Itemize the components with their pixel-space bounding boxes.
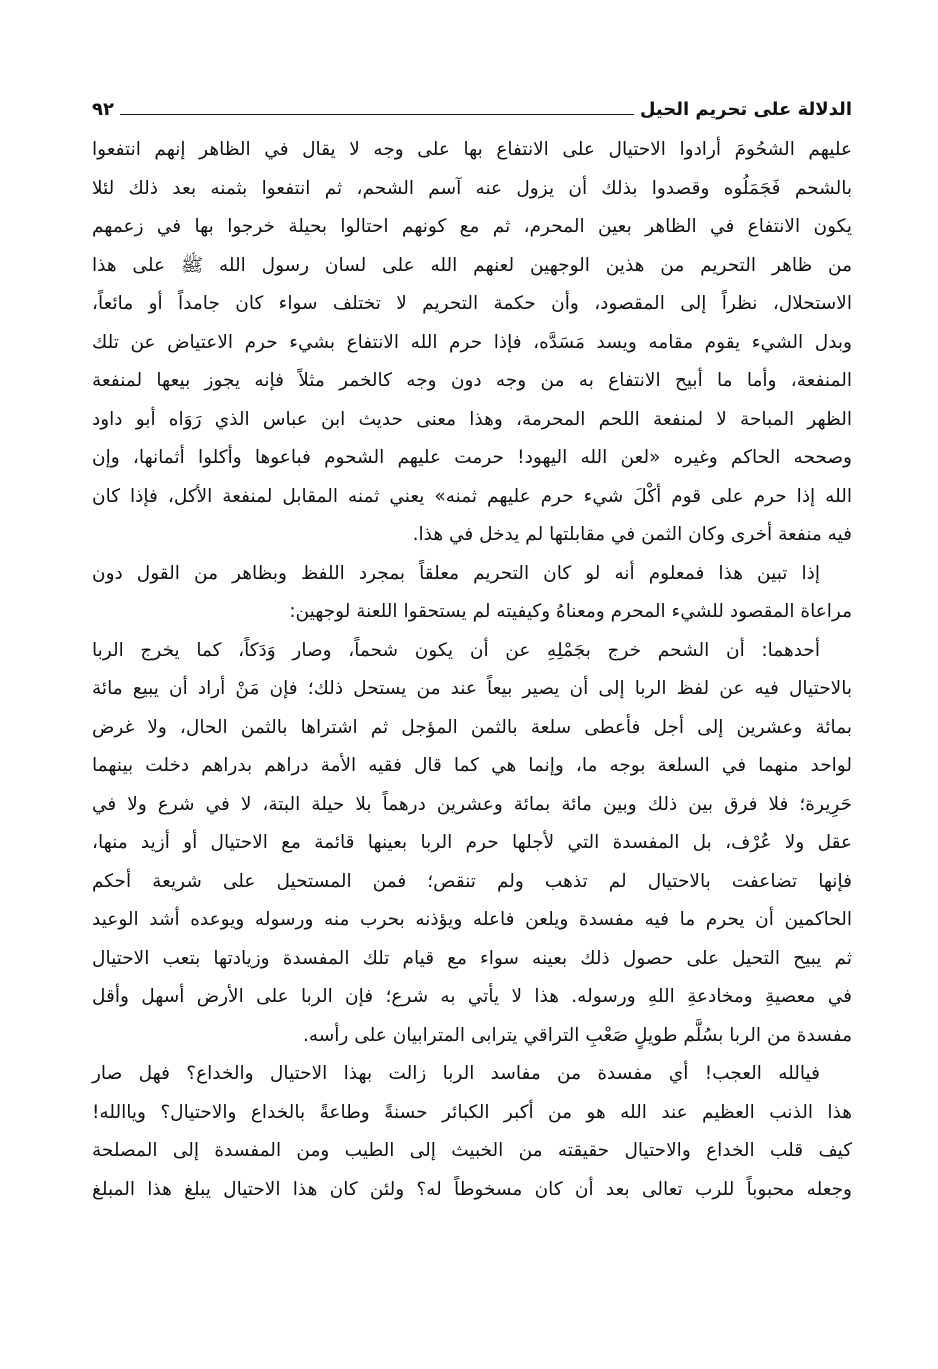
- text-line: مفسدة من الربا بسُلَّم طويلٍ صَعْبِ التراقي يترابى المترابيان على رأسه.: [302, 1024, 852, 1046]
- header-rule: [120, 114, 634, 115]
- text-line: بالاحتيال فيه عن لفظ الربا إلى أن يصير بيعاً عند من يستحل ذلك؛ فإن مَنْ أراد أن يبيع مائة: [92, 678, 852, 699]
- text-line: ثم يبيح التحيل على حصول ذلك بعينه سواء مع قيام تلك المفسدة وزيادتها بتعب الاحتيال: [92, 947, 852, 969]
- paragraph: [92, 1055, 852, 1209]
- text-line: يكون الانتفاع في الظاهر بعين المحرم، ثم مع كونهم احتالوا بحيلة خرجوا بها في زعمهم: [92, 216, 852, 237]
- text-line: في معصيةِ ومخادعةِ اللهِ ورسوله. هذا لا يأتي به شرع؛ فإن الربا على الأرض أسهل وأقل: [92, 986, 852, 1007]
- text-line: الله إذا حرم على قوم أكْلَ شيء حرم عليهم ثمنه» يعني ثمنه المقابل لمنفعة الأكل، فإذا كان: [92, 485, 852, 507]
- running-header: [92, 90, 852, 120]
- text-line: أحدهما: أن الشحم خرج بجَمْلِهِ عن أن يكون شحماً، وصار وَدَكاً، كما يخرج الربا: [92, 639, 820, 661]
- text-line: بالشحم فَجَمَلُوه وقصدوا بذلك أن يزول عنه آسم الشحم، ثم انتفعوا بثمنه بعد ذلك لئلا: [92, 177, 852, 199]
- paragraph: [92, 555, 852, 632]
- text-line: كيف قلب الخداع والاحتيال حقيقته من الخبيث إلى الطيب ومن المفسدة إلى المصلحة: [92, 1140, 852, 1161]
- text-line: الحاكمين أن يحرم ما فيه مفسدة ويلعن فاعله ويؤذنه بحرب منه ورسوله ويوعده أشد الوعيد: [92, 909, 852, 930]
- running-title: الدلالة على تحريم الحيل: [639, 99, 852, 120]
- text-line: وصححه الحاكم وغيره «لعن الله اليهود! حرمت عليهم الشحوم فباعوها وأكلوا أثمانها، وإن: [92, 447, 852, 468]
- text-line: وبدل الشيء يقوم مقامه ويسد مَسَدَّه، فإذا حرم الله الانتفاع بشيء حرم الاعتياض عن تلك: [92, 331, 852, 353]
- text-line: عقل ولا عُرْف، بل المفسدة التي لأجلها حرم الربا بعينها قائمة مع الاحتيال أو أزيد منها،: [92, 832, 852, 853]
- text-line: فيالله العجب! أي مفسدة من مفاسد الربا زالت بهذا الاحتيال والخداع؟ فهل صار: [92, 1063, 820, 1084]
- text-line: فإنها تضاعفت بالاحتيال لم تذهب ولم تنقص؛ فمن المستحيل على شريعة أحكم: [92, 870, 852, 892]
- paragraph: [92, 632, 852, 1056]
- text-line: الاستحلال، نظراً إلى المقصود، وأن حكمة التحريم لا تختلف سواء كان جامداً أو مائعاً،: [92, 293, 852, 314]
- text-line: بمائة وعشرين إلى أجل فأعطى سلعة بالثمن المؤجل ثم اشتراها بالثمن الحال، ولا غرض: [92, 716, 852, 738]
- text-line: مراعاة المقصود للشيء المحرم ومعناهُ وكيفيته لم يستحقوا اللعنة لوجهين:: [289, 601, 852, 622]
- text-line: من ظاهر التحريم من هذين الوجهين لعنهم الله على لسان رسول الله ﷺ على هذا: [92, 254, 852, 276]
- text-line: المنفعة، وأما ما أبيح الانتفاع به من وجه دون وجه كالخمر مثلاً فإنه يجوز بيعها لمنفعة: [92, 370, 852, 391]
- page-number: ٩٢: [92, 99, 114, 120]
- text-line: هذا الذنب العظيم عند الله هو من أكبر الكبائر حسنةً وطاعةً بالخداع والاحتيال؟ وياالله!: [92, 1101, 852, 1123]
- paragraph: [92, 131, 852, 555]
- text-line: لواحد منهما في السلعة بوجه ما، وإنما هي كما قال فقيه الأمة دراهم بدراهم دخلت بينهما: [92, 755, 852, 776]
- text-line: عليهم الشحُومَ أرادوا الاحتيال على الانتفاع بها على وجه لا يقال في الظاهر إنهم انتفعوا: [92, 139, 852, 160]
- text-line: حَرِيرة؛ فلا فرق بين ذلك وبين مائة بمائة وعشرين درهماً بلا حيلة البتة، لا في شرع ولا في: [92, 793, 852, 815]
- text-line: إذا تبين هذا فمعلوم أنه لو كان التحريم معلقاً بمجرد اللفظ وبظاهر من القول دون: [92, 562, 820, 584]
- text-line: وجعله محبوباً للرب تعالى بعد أن كان مسخوطاً له؟ ولئن كان هذا الاحتيال يبلغ هذا المبلغ: [92, 1178, 852, 1200]
- text-line: الظهر المباحة لا لمنفعة اللحم المحرمة، وهذا معنى حديث ابن عباس الذي رَوَاه أبو داود: [92, 408, 852, 430]
- text-line: فيه منفعة أخرى وكان الثمن في مقابلتها لم يدخل في هذا.: [412, 524, 852, 545]
- body-text: [92, 131, 852, 1209]
